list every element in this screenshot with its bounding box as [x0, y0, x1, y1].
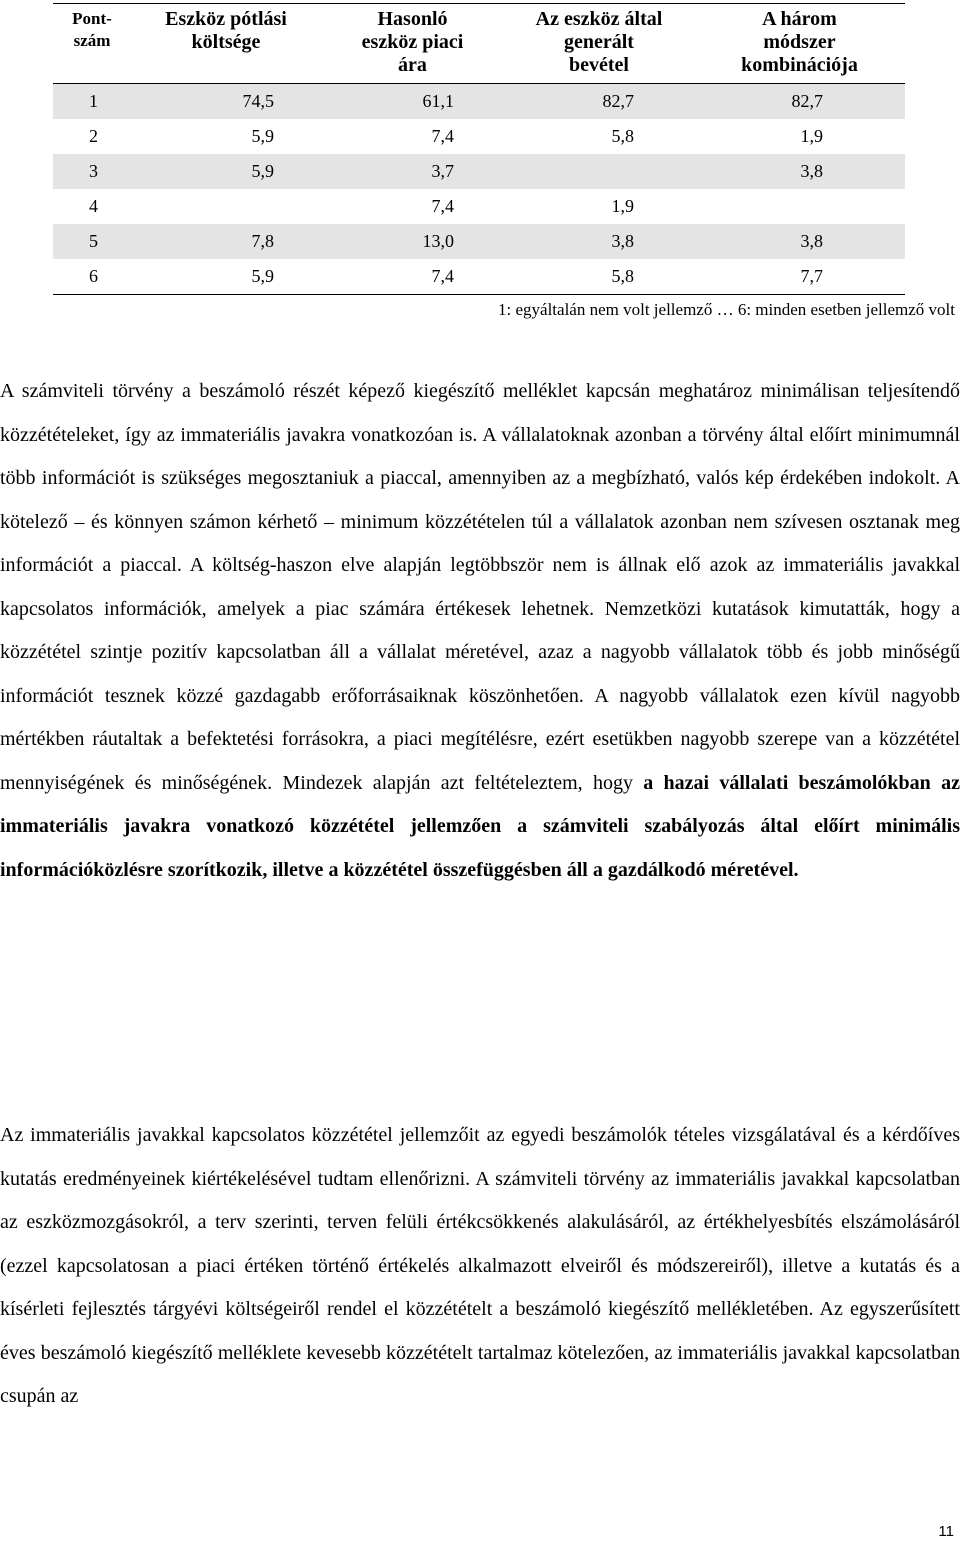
table-cell: 5	[53, 224, 131, 259]
body-paragraph	[0, 370, 960, 892]
hypothesis-text: a hazai vállalati beszámolókban az immateriális javakra vonatkozó közzététel jellemzően a számviteli szabályozás által előírt minimális információközlésre szorítkozik, illetve a közzététel összefüggésben áll a gazdálkodó méretével.	[0, 771, 960, 881]
table-cell: 6	[53, 259, 131, 295]
table-cell: 13,0	[321, 224, 504, 259]
table-cell: 3	[53, 154, 131, 189]
table-cell: 4	[89, 196, 98, 216]
table-row	[53, 224, 905, 259]
header-line: Eszköz pótlási	[165, 8, 287, 30]
table-cell: 1,9	[800, 126, 823, 146]
header-line: Az eszköz által	[535, 8, 663, 30]
table-row	[53, 154, 905, 189]
table-cell: 1	[53, 84, 131, 120]
header-line: A három	[762, 8, 837, 30]
header-replacement-cost	[131, 4, 321, 84]
header-line: szám	[73, 31, 111, 50]
table-body	[53, 84, 905, 295]
table-cell: 2	[89, 126, 98, 146]
header-line: költsége	[191, 31, 261, 53]
table-cell: 5,9	[131, 259, 321, 295]
table-cell	[694, 189, 905, 224]
table-cell: 3,8	[504, 224, 694, 259]
table-cell: 7,8	[131, 224, 321, 259]
header-line: ára	[398, 54, 427, 76]
header-line: generált	[564, 31, 634, 53]
table-cell	[131, 189, 321, 224]
header-line: módszer	[763, 31, 836, 53]
paragraph-text: A számviteli törvény a beszámoló részét képező kiegészítő melléklet kapcsán meghatároz minimálisan teljesítendő közzétételeket, így az immateriális javakra vonatkozóan is. A vállalatoknak azonban a törvény által előírt minimumnál több információt is szükséges megosztaniuk a piaccal, amennyiben az a megbízható, valós kép érdekében indokolt. A kötelező – és könnyen számon kérhető – minimum közzétételen túl a vállalatok azonban nem szívesen osztanak meg információt a piaccal. A költség-haszon elve alapján legtöbbször nem is állnak elő azok az immateriális javakkal kapcsolatos információk, amelyek a piac számára értékesek lehetnek. Nemzetközi kutatások kimutatták, hogy a közzététel szintje pozitív kapcsolatban áll a vállalat méretével, azaz a nagyobb vállalatok több és jobb minőségű információt tesznek közzé gazdagabb erőforrásaiknak köszönhetően. A nagyobb vállalatok ezen kívül nagyobb mértékben ráutaltak a befektetési forrásokra, a piaci megítélésre, ezért esetükben nagyobb szerepe van a közzététel mennyiségének és minőségének. Mindezek alapján azt feltételeztem, hogy	[0, 380, 960, 794]
table-cell: 1,9	[611, 196, 634, 216]
table-cell: 7,4	[321, 259, 504, 295]
table-cell: 7,4	[431, 126, 454, 146]
table-row	[53, 259, 905, 295]
table-cell: 5,8	[504, 259, 694, 295]
table-cell: 3,8	[694, 224, 905, 259]
header-point	[53, 4, 131, 84]
header-generated-revenue	[504, 4, 694, 84]
body-paragraph: Az immateriális javakkal kapcsolatos közzététel jellemzőit az egyedi beszámolók tételes vizsgálatával és a kérdőíves kutatás eredményeinek kiértékelésével tudtam ellenőrizni. A számviteli törvény az immateriális javakkal kapcsolatban az eszközmozgásokról, a terv szerinti, terven felüli értékcsökkenés alakulásáról, az értékhelyesbítés elszámolásáról (ezzel kapcsolatosan a piaci értéken történő értékelés alkalmazott elveiről és módszereiről), illetve a kutatás és a kísérleti fejlesztés tárgyévi költségeiről rendel el közzétételt a beszámoló kiegészítő mellékletében. Az egyszerűsített éves beszámoló kiegészítő melléklete kevesebb közzétételt tartalmaz kötelezően, az immateriális javakkal kapcsolatban csupán az	[0, 1124, 960, 1407]
header-line: Hasonló	[377, 8, 448, 30]
header-line: eszköz piaci	[361, 31, 464, 53]
table-row	[53, 189, 905, 224]
table-row	[53, 119, 905, 154]
table-scale-note: 1: egyáltalán nem volt jellemző … 6: minden esetben jellemző volt	[498, 300, 955, 319]
header-market-price	[321, 4, 504, 84]
header-combined-method	[694, 4, 905, 84]
header-line: kombinációja	[741, 54, 858, 76]
table-cell: 5,9	[251, 126, 274, 146]
table-cell: 3,8	[694, 154, 905, 189]
table-cell	[504, 154, 694, 189]
score-table	[53, 3, 905, 295]
table-row	[53, 84, 905, 120]
table-cell: 5,9	[131, 154, 321, 189]
header-line: bevétel	[569, 54, 629, 76]
table-cell: 7,7	[694, 259, 905, 295]
table-cell: 5,8	[611, 126, 634, 146]
table-cell: 82,7	[504, 84, 694, 120]
table-cell: 61,1	[321, 84, 504, 120]
table-cell: 82,7	[694, 84, 905, 120]
table-cell: 74,5	[131, 84, 321, 120]
table-header-row	[53, 4, 905, 84]
page-number: 11	[938, 1523, 954, 1540]
table-cell: 7,4	[431, 196, 454, 216]
header-line: Pont-	[72, 9, 112, 28]
table-cell: 3,7	[321, 154, 504, 189]
